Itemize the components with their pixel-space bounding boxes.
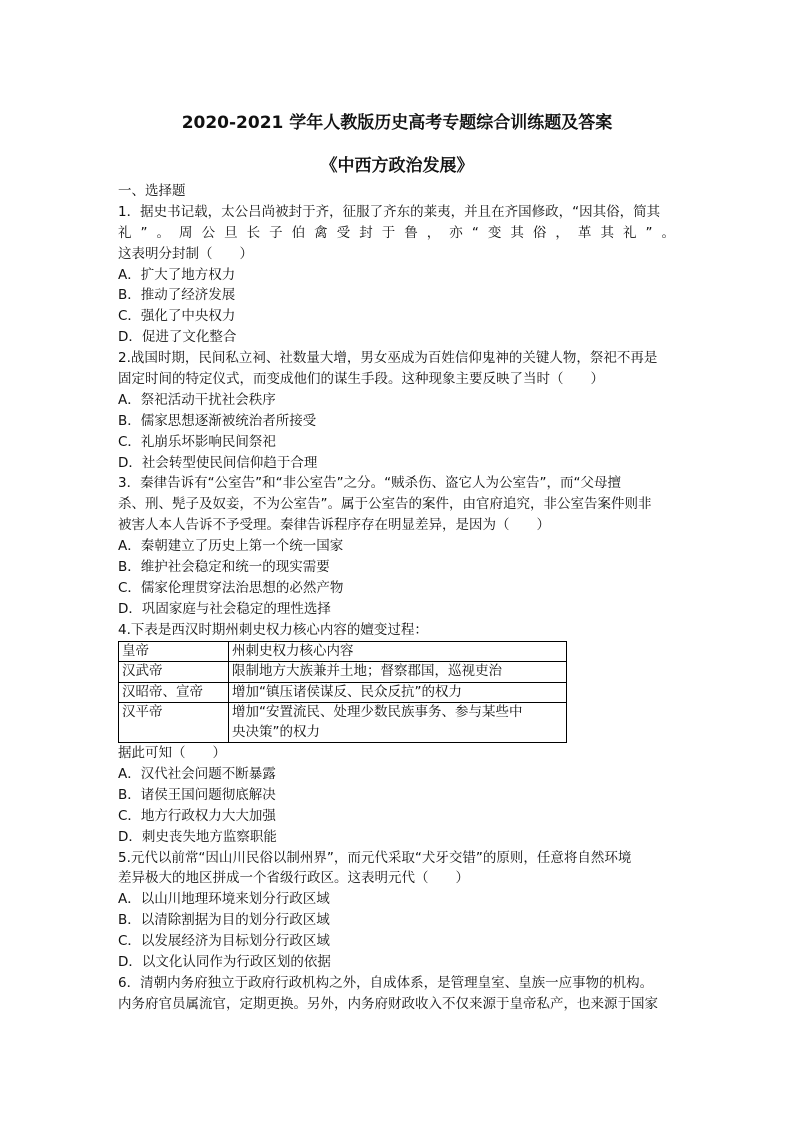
question-stem-line: 被害人本人告诉不予受理。秦律告诉程序存在明显差异，是因为（ ） [118,517,550,534]
option-a: A．祭祀活动干扰社会秩序 [118,391,276,408]
option-d: D．以文化认同作为行政区划的依据 [118,954,331,970]
question-stem-line: 固定时间的特定仪式，而变成他们的谋生手段。这种现象主要反映了当时（ ） [118,371,604,388]
table-row [119,662,567,683]
table-cell: 限制地方大族兼并土地；督察郡国，巡视吏治 [229,662,567,683]
document-subtitle: 《中西方政治发展》 [320,156,474,176]
option-b: B．以清除割据为目的划分行政区域 [118,912,330,929]
option-d: D．刺史丧失地方监察职能 [118,828,277,845]
question-stem-line: 杀、刑、髡子及奴妾，不为公室告”。属于公室告的案件，由官府追究，非公室告案件则非 [118,496,652,513]
table-cell: 汉平帝 [119,703,229,743]
document-body [118,181,675,1015]
option-d: D．社会转型使民间信仰趋于合理 [118,454,318,471]
question-5 [118,848,675,973]
option-c: C．儒家伦理贯穿法治思想的必然产物 [118,579,344,596]
question-stem-line: 礼”。周公旦长子伯禽受封于鲁，亦“变其俗，革其礼”。 [118,224,675,241]
table-cell: 皇帝 [119,641,229,662]
option-b: B．儒家思想逐渐被统治者所接受 [118,412,317,429]
table-header-row [119,641,567,662]
option-d: D．促进了文化整合 [118,329,237,346]
document-title: 2020-2021 学年人教版历史高考专题综合训练题及答案 [181,113,613,133]
option-b: B．维护社会稳定和统一的现实需要 [118,559,330,576]
table-cell: 汉武帝 [119,662,229,683]
table-row [119,682,567,703]
option-c: C．礼崩乐坏影响民间祭祀 [118,433,276,450]
table-cell: 汉昭帝、宣帝 [119,682,229,703]
option-c: C．以发展经济为目标划分行政区域 [118,933,330,950]
option-a: A．以山川地理环境来划分行政区域 [118,891,330,908]
question-stem-line: 这表明分封制（ ） [118,245,253,262]
question-stem-line: 6．清朝内务府独立于政府行政机构之外，自成体系，是管理皇室、皇族一应事物的机构。 [118,974,654,991]
question-1 [118,202,675,348]
question-stem-line: 1．据史书记载，太公吕尚被封于齐，征服了齐东的莱夷，并且在齐国修政，“因其俗，简其 [118,203,661,220]
option-d: D．巩固家庭与社会稳定的理性选择 [118,600,331,617]
option-c: C．强化了中央权力 [118,308,236,325]
question-4 [118,620,675,848]
option-b: B．诸侯王国问题彻底解决 [118,786,276,803]
option-b: B．推动了经济发展 [118,287,236,304]
question-stem-line: 2.战国时期，民间私立祠、社数量大增，男女巫成为百姓信仰鬼神的关键人物，祭祀不再是 [118,350,658,367]
question-stem-line: 5.元代以前常“因山川民俗以制州界”，而元代采取“犬牙交错”的原则，任意将自然环境 [118,849,632,866]
option-a: A．秦朝建立了历史上第一个统一国家 [118,538,344,555]
question-stem-line: 差异极大的地区拼成一个省级行政区。这表明元代（ ） [118,870,469,887]
table-cell-line: 增加“安置流民、处理少数民族事务、参与某些中 [232,704,523,721]
question-stem-line: 3．秦律告诉有“公室告”和“非公室告”之分。“贼杀伤、盗它人为公室告”，而“父母擅 [118,475,622,492]
table-cell: 州刺史权力核心内容 [229,641,567,662]
question-stem-line: 4.下表是西汉时期州刺史权力核心内容的嬗变过程： [118,621,428,638]
question-2 [118,348,675,473]
option-a: A．汉代社会问题不断暴露 [118,765,276,782]
question-stem-line: 内务府官员属流官，定期更换。另外，内务府财政收入不仅来源于皇帝私产，也来源于国家 [118,995,658,1012]
question-6 [118,973,675,1015]
inspector-power-table [118,641,567,744]
question-stem-line: 据此可知（ ） [118,745,226,762]
table-cell-line: 央决策”的权力 [232,723,320,740]
question-3 [118,473,675,619]
section-heading: 一、选择题 [118,183,186,199]
option-a: A．扩大了地方权力 [118,266,236,283]
table-row [119,703,567,743]
option-c: C．地方行政权力大大加强 [118,807,276,824]
table-cell [229,703,567,743]
table-cell: 增加“镇压诸侯谋反、民众反抗”的权力 [229,682,567,703]
